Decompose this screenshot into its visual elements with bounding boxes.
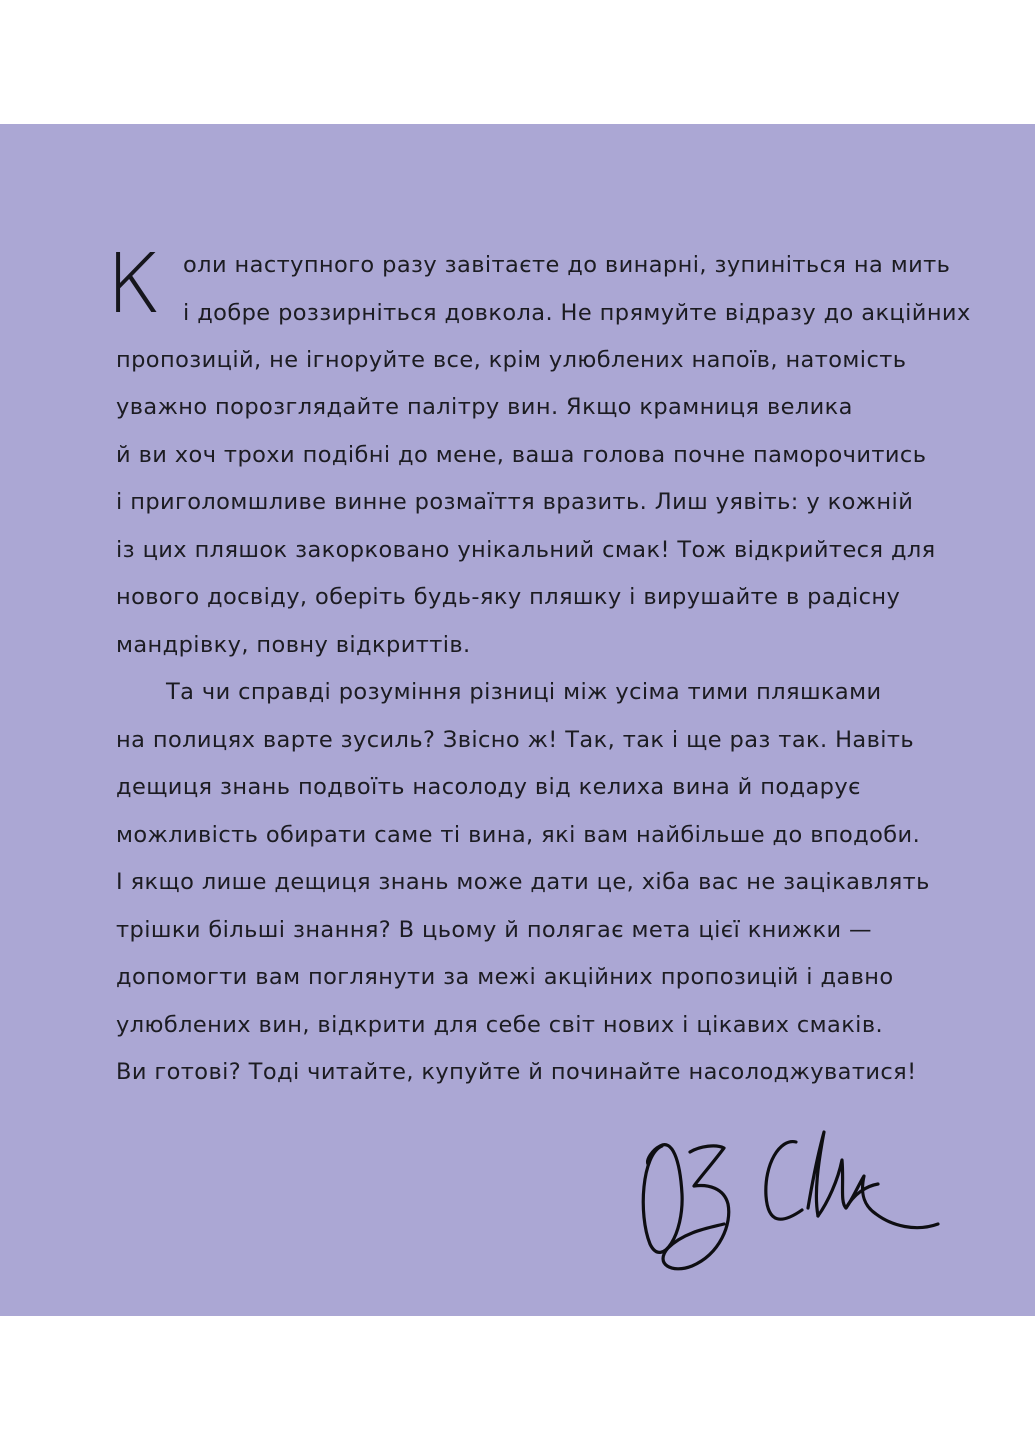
signature-icon: [632, 1124, 942, 1284]
paragraph2-line-7: допомогти вам поглянути за межі акційних пропозицій і давно: [116, 964, 894, 990]
paragraph1-line-9: мандрівку, повну відкриттів.: [116, 632, 471, 658]
paragraph2-line-4: можливість обирати саме ті вина, які вам найбільше до вподоби.: [116, 822, 921, 848]
paragraph2-line-8: улюблених вин, відкрити для себе світ нових і цікавих смаків.: [116, 1012, 884, 1038]
signature-letter-k: [818, 1160, 938, 1228]
paragraph1-line-5: й ви хоч трохи подібні до мене, ваша голова почне паморочитись: [116, 442, 927, 468]
paragraph1-line-2: і добре роззирніться довкола. Не прямуйте відразу до акційних: [183, 300, 971, 326]
paragraph2-line-9: Ви готові? Тоді читайте, купуйте й починайте насолоджуватися!: [116, 1059, 917, 1085]
lavender-panel: [0, 124, 1035, 1316]
paragraph1-line-8: нового досвіду, оберіть будь-яку пляшку і вирушайте в радісну: [116, 584, 901, 610]
signature-letter-o: [643, 1145, 682, 1253]
paragraph2-line-6: трішки більші знання? В цьому й полягає мета цієї книжки —: [116, 917, 872, 943]
paragraph2-line-3: дещиця знань подвоїть насолоду від келиха вина й подарує: [116, 774, 861, 800]
paragraph1-line-1: оли наступного разу завітаєте до винарні, зупиніться на мить: [183, 252, 951, 278]
paragraph1-line-7: із цих пляшок закорковано унікальний смак! Тож відкрийтеся для: [116, 537, 936, 563]
signature-letter-z: [663, 1146, 729, 1269]
signature-letter-l: [808, 1132, 824, 1216]
paragraph1-line-3: пропозицій, не ігноруйте все, крім улюблених напоїв, натомість: [116, 347, 907, 373]
paragraph2-line-5: І якщо лише дещиця знань може дати це, хіба вас не зацікавлять: [116, 869, 930, 895]
body-text: [0, 124, 1035, 1316]
paragraph2-line-1: Та чи справді розуміння різниці між усіма тими пляшками: [166, 679, 882, 705]
paragraph2-line-2: на полицях варте зусиль? Звісно ж! Так, так і ще раз так. Навіть: [116, 727, 915, 753]
paragraph1-line-6: і приголомшливе винне розмаїття вразить. Лиш уявіть: у кожній: [116, 489, 914, 515]
signature-letter-c: [766, 1142, 802, 1220]
drop-cap: К: [106, 237, 160, 332]
paragraph1-line-4: уважно порозглядайте палітру вин. Якщо крамниця велика: [116, 394, 853, 420]
